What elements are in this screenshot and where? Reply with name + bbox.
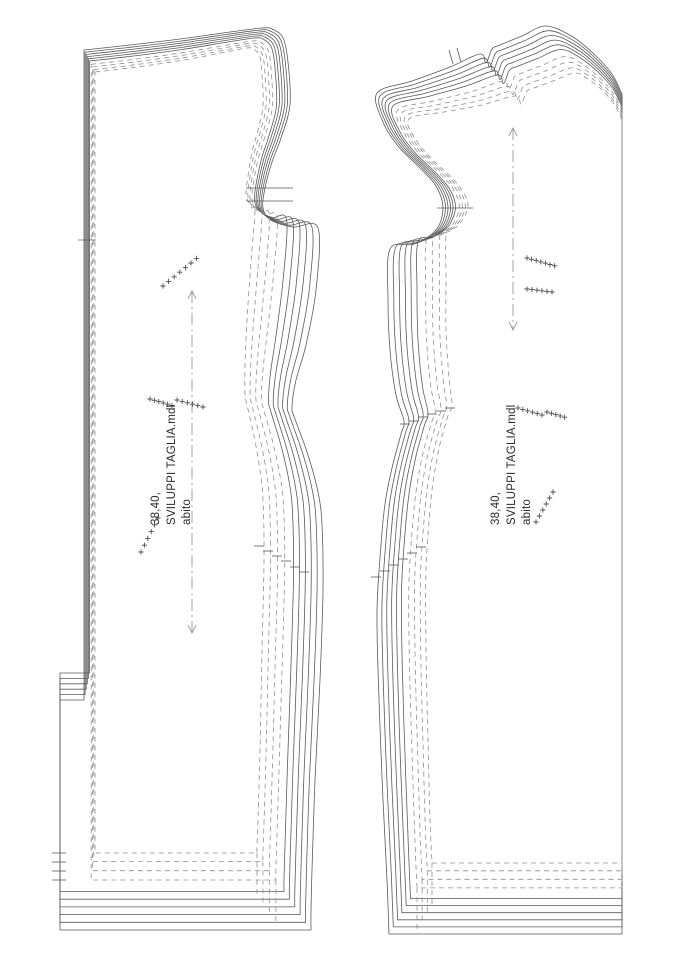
label-piece-name: abito: [521, 499, 533, 525]
label-sizes: 38,40,: [490, 491, 502, 525]
label-model-file: SVILUPPI TAGLIA.mdl: [505, 404, 518, 525]
label-piece-name: abito: [181, 499, 193, 525]
piece-label-left: [149, 405, 196, 525]
notch-mark: [449, 50, 453, 64]
piece-label-right: [489, 405, 536, 525]
label-model-file: SVILUPPI TAGLIA.mdl: [165, 404, 178, 525]
label-sizes: 38,40,: [150, 491, 162, 525]
notch-mark: [457, 48, 461, 62]
